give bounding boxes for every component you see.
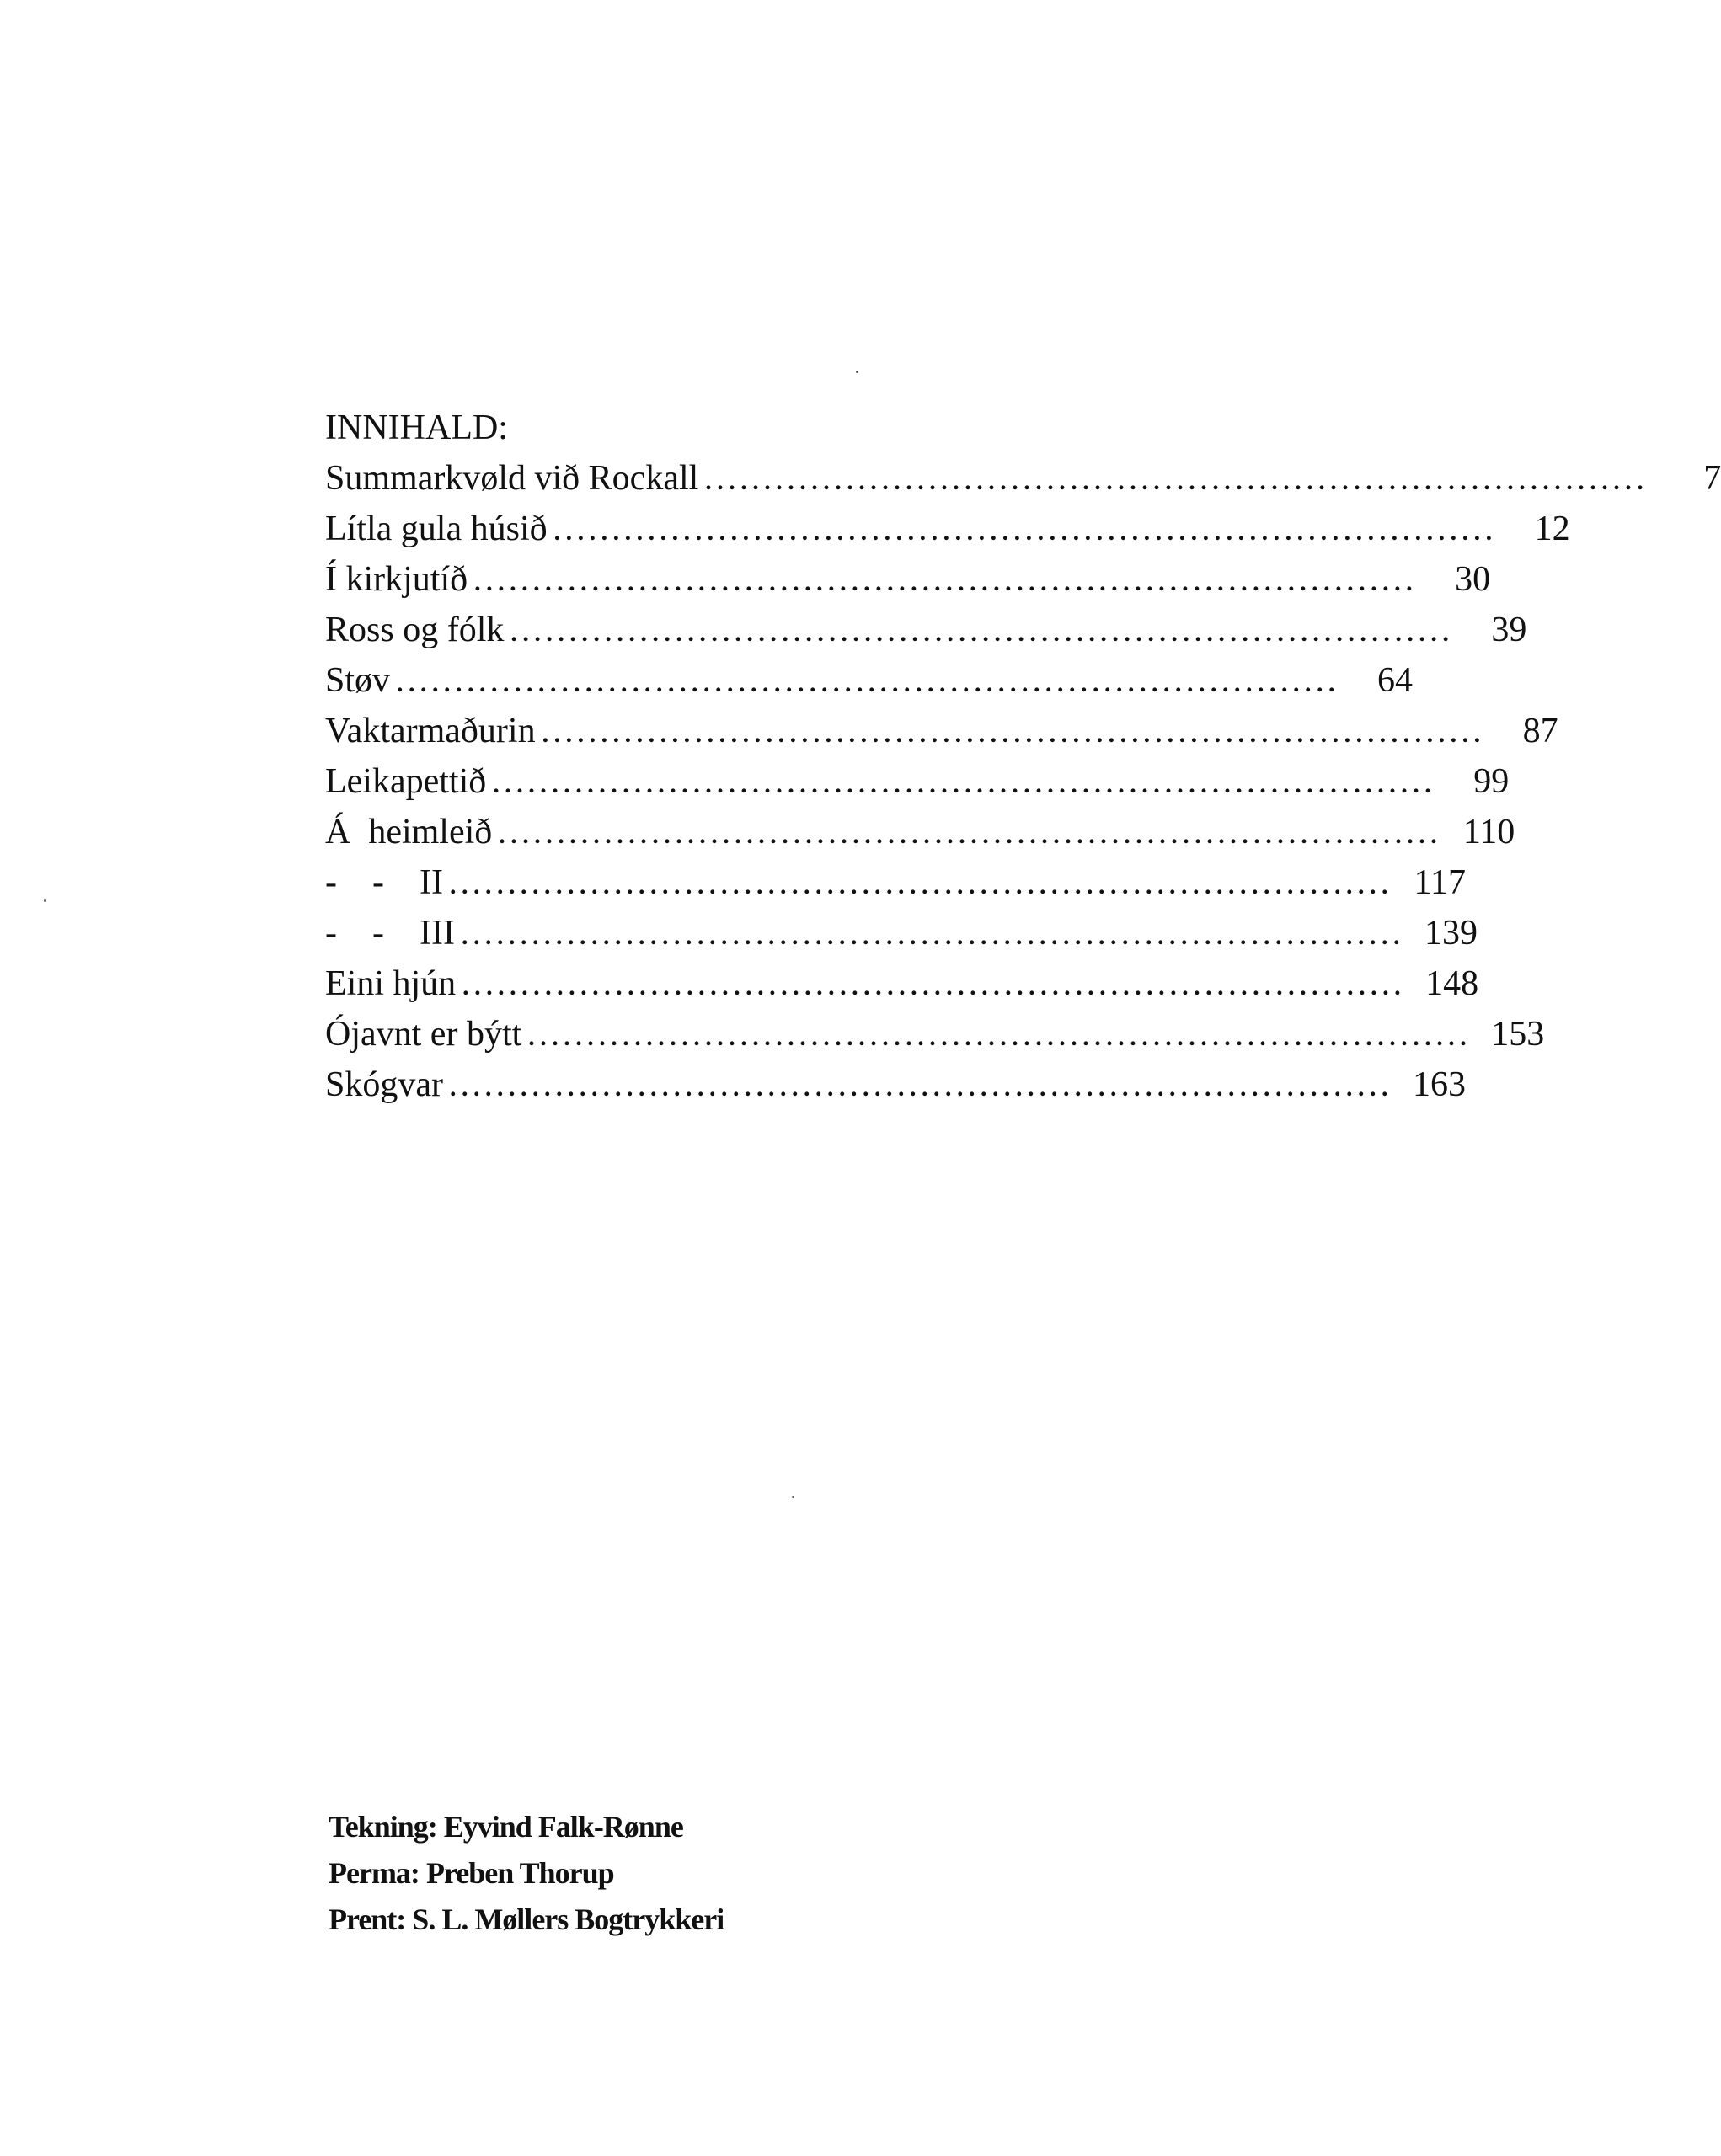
- credit-value: Preben Thorup: [425, 1856, 614, 1890]
- toc-entry: [325, 958, 1479, 1009]
- toc-entry-title: Á heimleið: [325, 813, 493, 851]
- toc-entry-page: 39: [1491, 611, 1527, 649]
- toc-entry: [325, 1059, 1466, 1110]
- credit-line-printer: [329, 1897, 724, 1943]
- toc-entry: [325, 554, 1491, 605]
- toc-entry-title: - - III: [325, 914, 455, 953]
- toc-heading: INNIHALD:: [325, 408, 508, 447]
- toc-dot-leader: ................................................................................: [528, 1023, 1472, 1051]
- toc-dot-leader: ................................................................................: [450, 1074, 1393, 1102]
- toc-entry-title: Leikapettið: [325, 762, 487, 801]
- toc-entry-page: 30: [1455, 560, 1491, 599]
- toc-entry-title: Í kirkjutíð: [325, 560, 468, 599]
- credit-line-illustration: [329, 1804, 724, 1850]
- toc-entry-page: 87: [1522, 712, 1558, 750]
- toc-entry-page: 148: [1425, 964, 1479, 1003]
- toc-entry-page: 99: [1473, 762, 1510, 801]
- credit-line-cover: [329, 1850, 724, 1897]
- toc-entry-title: Vaktarmaðurin: [325, 712, 536, 750]
- toc-dot-leader: ................................................................................: [474, 568, 1419, 596]
- toc-dot-leader: ................................................................................: [705, 467, 1649, 495]
- toc-entry-page: 7: [1703, 459, 1721, 498]
- toc-entry: [325, 857, 1466, 908]
- toc-entry-page: 139: [1424, 914, 1478, 953]
- credit-label: Perma:: [329, 1856, 420, 1890]
- toc-entry-title: Eini hjún: [325, 964, 457, 1003]
- colophon-credits: [329, 1804, 724, 1943]
- toc-dot-leader: ................................................................................: [510, 619, 1455, 647]
- stray-dot-top: [856, 371, 858, 373]
- toc-entry-title: Ójavnt er býtt: [325, 1015, 522, 1054]
- toc-entry-page: 117: [1414, 863, 1466, 902]
- toc-entry: [325, 453, 1721, 504]
- credit-label: Tekning:: [329, 1810, 437, 1844]
- toc-dot-leader: ................................................................................: [461, 922, 1405, 950]
- toc-dot-leader: ................................................................................: [542, 720, 1486, 748]
- toc-entry-page: 163: [1413, 1065, 1466, 1104]
- toc-entry-page: 12: [1534, 510, 1570, 548]
- toc-entry-title: Skógvar: [325, 1065, 443, 1104]
- toc-entry: [325, 1009, 1545, 1059]
- toc-entry: [325, 807, 1515, 857]
- toc-entry-title: Støv: [325, 661, 391, 700]
- credit-value: S. L. Møllers Bogtrykkeri: [412, 1903, 724, 1936]
- toc-entry-title: Summarkvøld við Rockall: [325, 459, 699, 498]
- toc-list: [325, 453, 1721, 1110]
- toc-entry: [325, 655, 1414, 706]
- credit-label: Prent:: [329, 1903, 406, 1936]
- toc-entry: [325, 504, 1570, 554]
- credit-value: Eyvind Falk-Rønne: [443, 1810, 683, 1844]
- toc-dot-leader: ................................................................................: [397, 670, 1341, 697]
- toc-entry-page: 153: [1491, 1015, 1545, 1054]
- stray-dot-left: [44, 899, 46, 902]
- toc-entry: [325, 908, 1478, 958]
- stray-dot-middle: [792, 1496, 794, 1498]
- toc-dot-leader: ................................................................................: [553, 518, 1498, 546]
- toc-entry: [325, 605, 1527, 655]
- toc-entry-page: 64: [1377, 661, 1414, 700]
- toc-dot-leader: ................................................................................: [499, 821, 1443, 849]
- toc-entry-title: Lítla gula húsið: [325, 510, 548, 548]
- table-of-contents: [325, 403, 1721, 1110]
- toc-dot-leader: ................................................................................: [462, 973, 1407, 1001]
- toc-dot-leader: ................................................................................: [449, 872, 1393, 899]
- toc-entry-title: Ross og fólk: [325, 611, 505, 649]
- toc-entry-page: 110: [1462, 813, 1515, 851]
- toc-dot-leader: ................................................................................: [493, 771, 1437, 798]
- toc-entry-title: - - II: [325, 863, 443, 902]
- toc-entry: [325, 756, 1510, 807]
- toc-entry: [325, 706, 1558, 756]
